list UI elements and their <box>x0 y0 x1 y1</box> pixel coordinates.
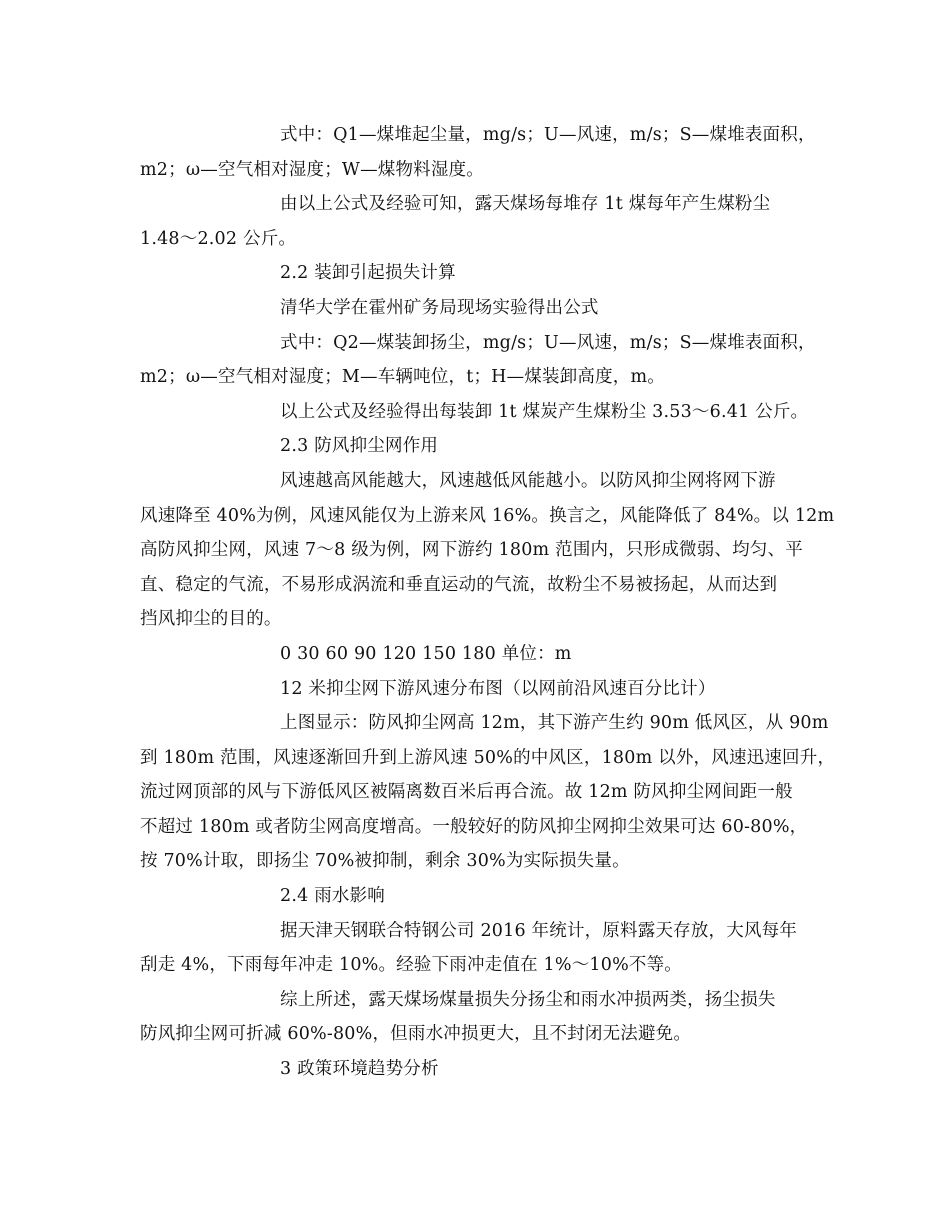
paragraph-line: 据天津天钢联合特钢公司 2016 年统计，原料露天存放，大风每年 <box>280 920 798 941</box>
paragraph-line: 综上所述，露天煤场煤量损失分扬尘和雨水冲损两类，扬尘损失 <box>280 989 776 1010</box>
paragraph-line: 风速越高风能越大，风速越低风能越小。以防风抑尘网将网下游 <box>280 470 776 491</box>
paragraph-line: 直、稳定的气流，不易形成涡流和垂直运动的气流，故粉尘不易被扬起，从而达到 <box>140 574 778 595</box>
paragraph-line: 流过网顶部的风与下游低风区被隔离数百米后再合流。故 12m 防风抑尘网间距一般 <box>140 782 793 803</box>
figure-axis-labels: 0 30 60 90 120 150 180 单位：m <box>280 643 572 664</box>
paragraph-line: 高防风抑尘网，风速 7～8 级为例，网下游约 180m 范围内，只形成微弱、均匀、平 <box>140 540 803 561</box>
paragraph-line: 清华大学在霍州矿务局现场实验得出公式 <box>280 297 599 318</box>
section-heading: 2.3 防风抑尘网作用 <box>280 436 439 457</box>
document-body <box>140 118 836 1087</box>
paragraph-line: 式中：Q1—煤堆起尘量，mg/s；U—风速，m/s；S—煤堆表面积， <box>280 125 816 145</box>
paragraph-line: 风速降至 40%为例，风速风能仅为上游来风 16%。换言之，风能降低了 84%。以 12m <box>140 505 835 526</box>
section-heading: 2.2 装卸引起损失计算 <box>280 263 456 284</box>
paragraph-line: 按 70%计取，即扬尘 70%被抑制，剩余 30%为实际损失量。 <box>140 851 630 872</box>
figure-caption: 12 米抑尘网下游风速分布图（以网前沿风速百分比计） <box>280 678 716 699</box>
paragraph-line: m2；ω—空气相对湿度；M—车辆吨位，t；H—煤装卸高度，m。 <box>140 367 666 388</box>
paragraph-line: m2；ω—空气相对湿度；W—煤物料湿度。 <box>140 159 484 180</box>
paragraph-line: 上图显示：防风抑尘网高 12m，其下游产生约 90m 低风区，从 90m <box>280 713 829 734</box>
paragraph-line: 挡风抑尘的目的。 <box>140 609 282 630</box>
paragraph-line: 由以上公式及经验可知，露天煤场每堆存 1t 煤每年产生煤粉尘 <box>280 194 771 215</box>
paragraph-line: 1.48～2.02 公斤。 <box>140 228 297 249</box>
paragraph-line: 防风抑尘网可折减 60%-80%，但雨水冲损更大，且不封闭无法避免。 <box>140 1024 692 1045</box>
paragraph-line: 式中：Q2—煤装卸扬尘，mg/s；U—风速，m/s；S—煤堆表面积， <box>280 332 816 353</box>
section-heading: 3 政策环境趋势分析 <box>280 1059 439 1080</box>
paragraph-line: 以上公式及经验得出每装卸 1t 煤炭产生煤粉尘 3.53～6.41 公斤。 <box>280 401 809 422</box>
paragraph-line: 到 180m 范围，风速逐渐回升到上游风速 50%的中风区，180m 以外，风速迅速回升， <box>140 747 836 768</box>
paragraph-line: 不超过 180m 或者防尘网高度增高。一般较好的防风抑尘网抑尘效果可达 60-80%， <box>140 816 808 837</box>
section-heading: 2.4 雨水影响 <box>280 886 385 907</box>
paragraph-line: 刮走 4%，下雨每年冲走 10%。经验下雨冲走值在 1%～10%不等。 <box>140 955 683 976</box>
